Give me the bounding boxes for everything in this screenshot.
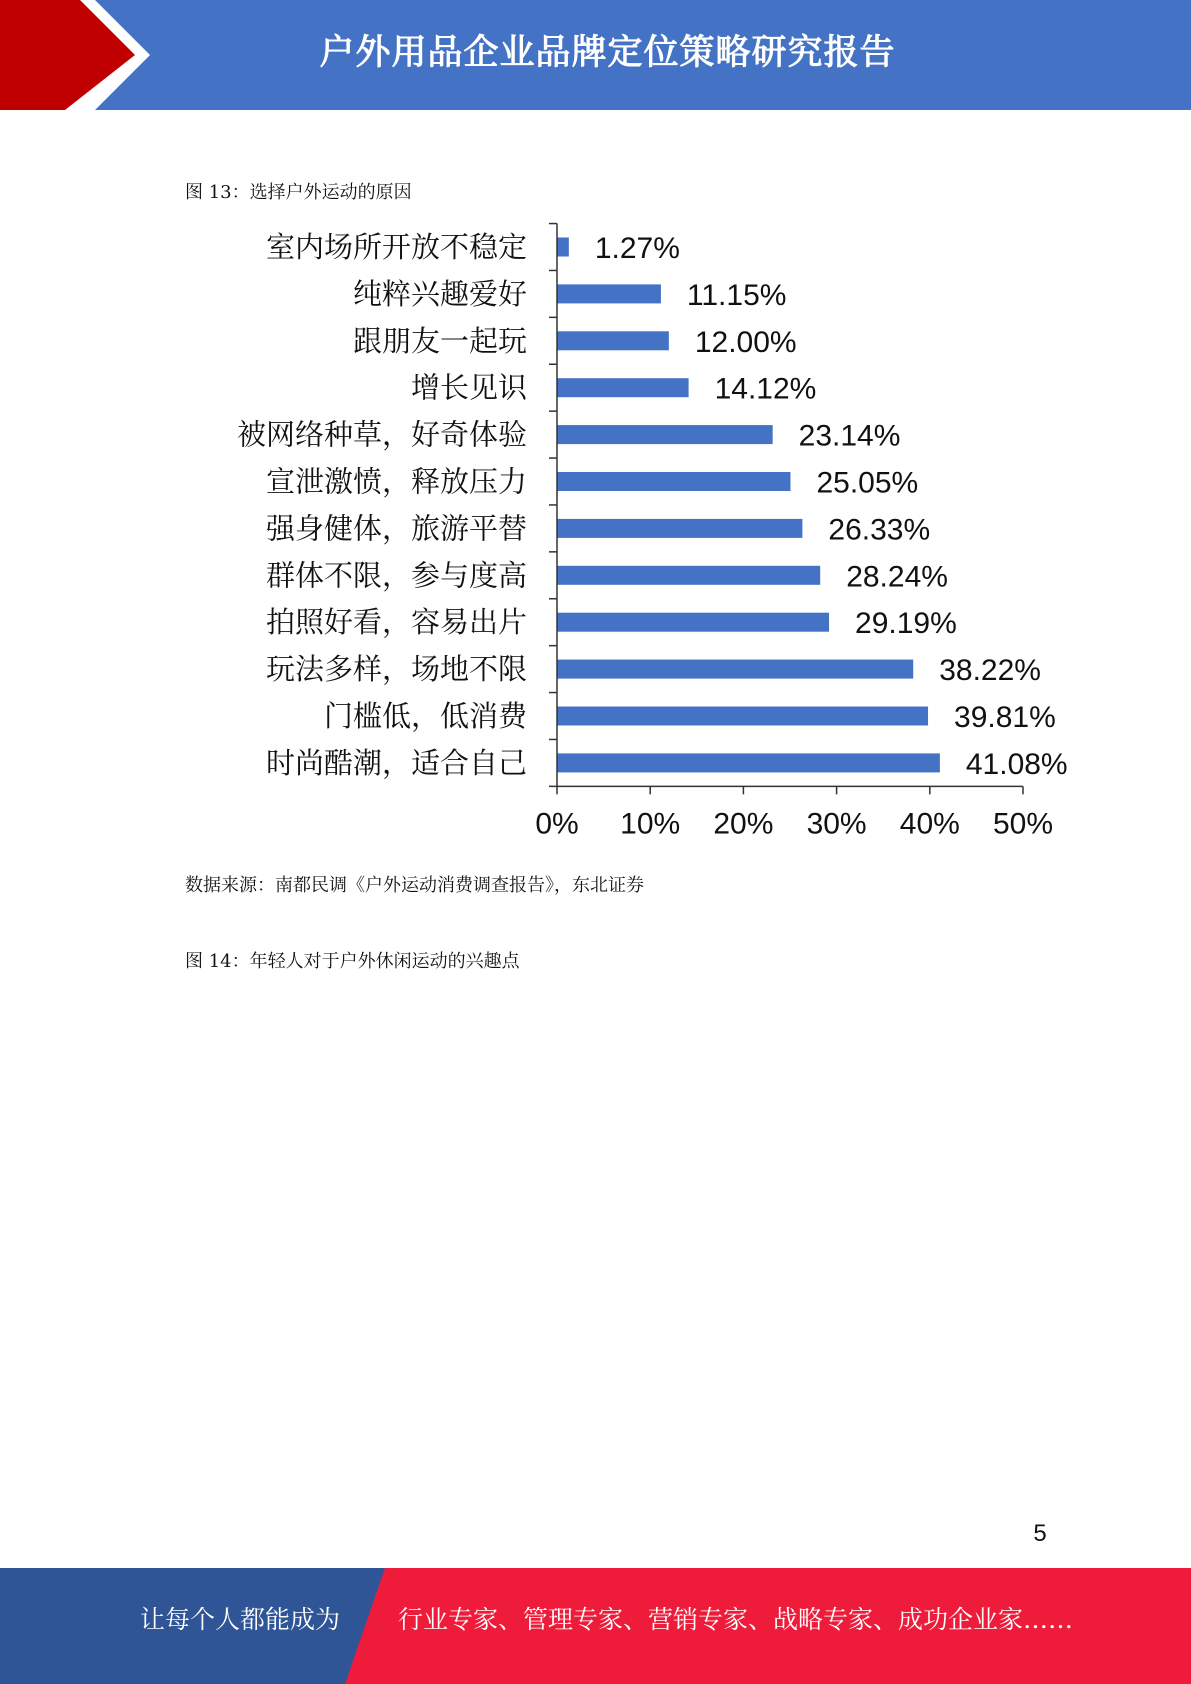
category-label-7: 群体不限，参与度高 <box>265 558 527 593</box>
value-label-2: 12.00% <box>694 325 797 359</box>
category-label-0: 室内场所开放不稳定 <box>265 230 527 264</box>
bar-2 <box>557 331 669 350</box>
category-label-6: 强身健体，旅游平替 <box>265 511 527 546</box>
category-label-10: 门槛低，低消费 <box>323 699 527 733</box>
footer-slogan-left: 让每个人都能成为 <box>140 1605 341 1634</box>
bar-8 <box>557 613 829 632</box>
bar-5 <box>557 472 790 491</box>
category-label-8: 拍照好看，容易出片 <box>265 605 527 640</box>
value-label-11: 41.08% <box>965 747 1068 781</box>
chart-value-labels <box>595 232 1068 781</box>
x-tick-label-4: 40% <box>899 807 960 841</box>
x-tick-label-5: 50% <box>992 807 1054 841</box>
category-label-2: 跟朋友一起玩 <box>352 323 527 358</box>
bar-1 <box>557 284 661 303</box>
value-label-7: 28.24% <box>846 560 948 594</box>
category-label-9: 玩法多样，场地不限 <box>265 652 527 687</box>
value-label-3: 14.12% <box>714 372 817 406</box>
x-tick-label-3: 30% <box>806 807 867 841</box>
x-tick-label-2: 20% <box>713 807 774 841</box>
category-label-11: 时尚酷潮，适合自己 <box>265 745 527 780</box>
value-label-0: 1.27% <box>594 232 680 265</box>
x-tick-label-1: 10% <box>620 807 681 841</box>
value-label-8: 29.19% <box>855 607 957 641</box>
value-label-10: 39.81% <box>954 701 1056 734</box>
value-label-5: 25.05% <box>816 466 919 500</box>
report-title: 户外用品企业品牌定位策略研究报告 <box>319 33 896 73</box>
category-label-3: 增长见识 <box>410 370 527 405</box>
category-label-1: 纯粹兴趣爱好 <box>352 276 527 311</box>
value-label-9: 38.22% <box>939 654 1041 688</box>
x-tick-label-0: 0% <box>535 807 579 841</box>
figure-13-caption: 图 13：选择户外运动的原因 <box>185 182 412 203</box>
bar-4 <box>557 425 773 444</box>
bar-11 <box>557 753 940 772</box>
figure-14-caption: 图 14：年轻人对于户外休闲运动的兴趣点 <box>185 951 520 972</box>
page-number: 5 <box>1033 1520 1047 1547</box>
bar-7 <box>557 566 820 585</box>
bar-10 <box>557 707 928 726</box>
footer-slogan-right: 行业专家、管理专家、营销专家、战略专家、成功企业家…… <box>398 1605 1074 1634</box>
chart-category-labels <box>237 230 528 780</box>
value-label-4: 23.14% <box>798 419 901 453</box>
category-label-4: 被网络种草，好奇体验 <box>236 417 527 452</box>
value-label-1: 11.15% <box>686 278 787 312</box>
value-label-6: 26.33% <box>828 513 931 547</box>
category-label-5: 宣泄激愤，释放压力 <box>265 464 527 499</box>
bar-3 <box>557 378 689 397</box>
figure-13-source: 数据来源：南都民调《户外运动消费调查报告》，东北证券 <box>185 875 644 896</box>
chart-tick-labels <box>535 807 1053 840</box>
chart-bars <box>557 238 940 773</box>
bar-9 <box>557 660 913 679</box>
bar-6 <box>557 519 802 538</box>
bar-0 <box>557 238 569 257</box>
